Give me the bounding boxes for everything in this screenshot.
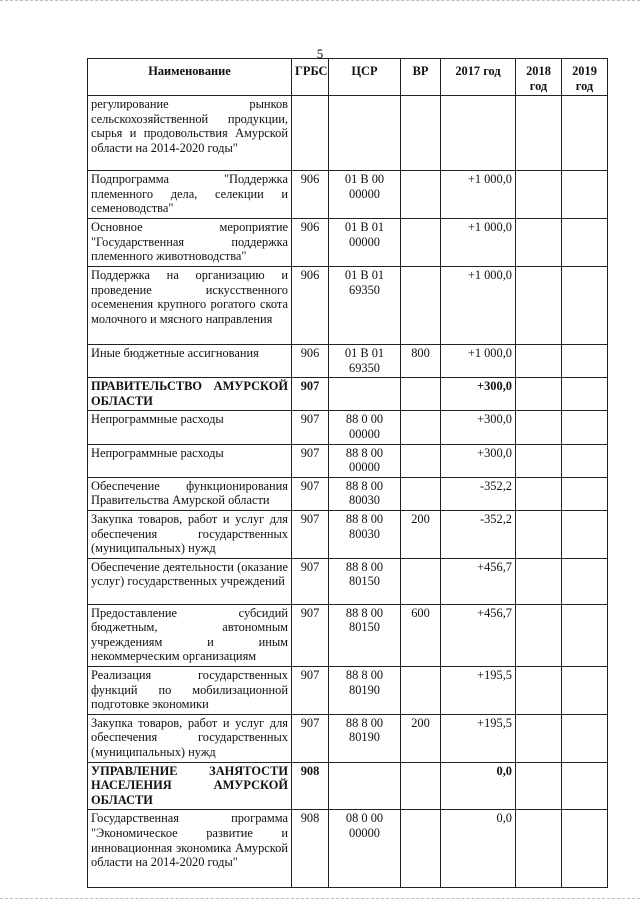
row-grbs: 907: [292, 604, 329, 666]
table-row: [88, 477, 608, 510]
row-amount-2017: -352,2: [441, 477, 516, 510]
row-name: Подпрограмма "Поддержка племенного дела, селекции и семеноводства": [88, 171, 292, 219]
row-amount-2018: [516, 96, 562, 171]
header-2018: 2018 год: [516, 59, 562, 96]
row-name: Непрограммные расходы: [88, 444, 292, 477]
row-csr: [329, 96, 401, 171]
row-vr: [401, 762, 441, 810]
row-vr: 200: [401, 714, 441, 762]
row-amount-2017: +456,7: [441, 558, 516, 604]
row-amount-2018: [516, 378, 562, 411]
row-vr: 600: [401, 604, 441, 666]
row-name: Поддержка на организацию и проведение искусственного осеменения крупного рогатого скота молочного и мясного направления: [88, 266, 292, 344]
row-amount-2019: [562, 171, 608, 219]
table-row: [88, 219, 608, 267]
row-amount-2017: [441, 96, 516, 171]
row-grbs: [292, 96, 329, 171]
row-amount-2017: +1 000,0: [441, 344, 516, 377]
row-grbs: 906: [292, 171, 329, 219]
row-grbs: 907: [292, 558, 329, 604]
header-name: Наименование: [88, 59, 292, 96]
row-vr: [401, 266, 441, 344]
row-vr: 800: [401, 344, 441, 377]
row-csr: 01 В 01 00000: [329, 219, 401, 267]
row-vr: [401, 477, 441, 510]
row-amount-2019: [562, 667, 608, 715]
header-vr: ВР: [401, 59, 441, 96]
row-grbs: 907: [292, 477, 329, 510]
row-amount-2019: [562, 344, 608, 377]
row-grbs: 907: [292, 510, 329, 558]
row-amount-2017: +300,0: [441, 378, 516, 411]
row-grbs: 907: [292, 714, 329, 762]
row-amount-2019: [562, 266, 608, 344]
row-name: Обеспечение функционирования Правительства Амурской области: [88, 477, 292, 510]
row-vr: 200: [401, 510, 441, 558]
row-vr: [401, 667, 441, 715]
row-name: регулирование рынков сельскохозяйственной продукции, сырья и продовольствия Амурской области на 2014-2020 годы": [88, 96, 292, 171]
row-amount-2017: +1 000,0: [441, 219, 516, 267]
table-header-row: [88, 59, 608, 96]
row-amount-2017: +195,5: [441, 667, 516, 715]
row-amount-2019: [562, 444, 608, 477]
row-amount-2017: +195,5: [441, 714, 516, 762]
row-csr: 88 8 00 80030: [329, 477, 401, 510]
row-amount-2017: +300,0: [441, 411, 516, 444]
row-amount-2018: [516, 510, 562, 558]
row-amount-2018: [516, 444, 562, 477]
row-grbs: 906: [292, 266, 329, 344]
row-csr: 88 8 00 00000: [329, 444, 401, 477]
row-amount-2017: 0,0: [441, 810, 516, 888]
row-amount-2018: [516, 558, 562, 604]
row-name: Непрограммные расходы: [88, 411, 292, 444]
row-csr: [329, 762, 401, 810]
row-grbs: 907: [292, 411, 329, 444]
row-amount-2019: [562, 411, 608, 444]
row-name: Закупка товаров, работ и услуг для обеспечения государственных (муниципальных) нужд: [88, 510, 292, 558]
row-vr: [401, 411, 441, 444]
row-amount-2019: [562, 378, 608, 411]
row-vr: [401, 96, 441, 171]
row-amount-2017: 0,0: [441, 762, 516, 810]
row-amount-2019: [562, 762, 608, 810]
row-csr: 01 В 01 69350: [329, 344, 401, 377]
row-amount-2018: [516, 344, 562, 377]
row-csr: [329, 378, 401, 411]
row-amount-2019: [562, 558, 608, 604]
row-grbs: 908: [292, 810, 329, 888]
row-name: Реализация государственных функций по мобилизационной подготовке экономики: [88, 667, 292, 715]
table-body: [88, 96, 608, 888]
row-csr: 88 8 00 80030: [329, 510, 401, 558]
page-number: 5: [316, 46, 324, 61]
row-vr: [401, 558, 441, 604]
row-amount-2018: [516, 667, 562, 715]
row-amount-2018: [516, 477, 562, 510]
table-row: [88, 266, 608, 344]
row-vr: [401, 219, 441, 267]
row-vr: [401, 810, 441, 888]
table-row: [88, 411, 608, 444]
row-vr: [401, 378, 441, 411]
row-amount-2018: [516, 411, 562, 444]
row-name: Обеспечение деятельности (оказание услуг) государственных учреждений: [88, 558, 292, 604]
table-row: [88, 344, 608, 377]
row-amount-2017: +456,7: [441, 604, 516, 666]
row-csr: 88 8 00 80150: [329, 604, 401, 666]
table-row: [88, 444, 608, 477]
row-amount-2018: [516, 219, 562, 267]
table-row: [88, 604, 608, 666]
row-name: Государственная программа "Экономическое развитие и инновационная экономика Амурской области на 2014-2020 годы": [88, 810, 292, 888]
row-amount-2019: [562, 714, 608, 762]
row-amount-2018: [516, 171, 562, 219]
row-amount-2018: [516, 266, 562, 344]
row-amount-2019: [562, 604, 608, 666]
row-amount-2018: [516, 604, 562, 666]
table-row: [88, 171, 608, 219]
row-amount-2019: [562, 96, 608, 171]
row-vr: [401, 171, 441, 219]
row-csr: 88 0 00 00000: [329, 411, 401, 444]
table-row: [88, 96, 608, 171]
row-grbs: 907: [292, 378, 329, 411]
row-csr: 01 В 01 69350: [329, 266, 401, 344]
scan-edge-top: [0, 0, 640, 3]
row-name: ПРАВИТЕЛЬСТВО АМУРСКОЙ ОБЛАСТИ: [88, 378, 292, 411]
row-csr: 88 8 00 80190: [329, 667, 401, 715]
table-row: [88, 714, 608, 762]
table-row: [88, 762, 608, 810]
table-row: [88, 558, 608, 604]
row-csr: 01 В 00 00000: [329, 171, 401, 219]
row-amount-2018: [516, 714, 562, 762]
row-csr: 88 8 00 80190: [329, 714, 401, 762]
table-row: [88, 378, 608, 411]
row-amount-2018: [516, 762, 562, 810]
row-name: Основное мероприятие "Государственная поддержка племенного животноводства": [88, 219, 292, 267]
row-grbs: 906: [292, 344, 329, 377]
header-grbs: ГРБС: [292, 59, 329, 96]
table-row: [88, 810, 608, 888]
row-amount-2017: +300,0: [441, 444, 516, 477]
row-grbs: 907: [292, 444, 329, 477]
row-grbs: 906: [292, 219, 329, 267]
row-amount-2019: [562, 810, 608, 888]
budget-table: [87, 58, 608, 888]
row-amount-2019: [562, 510, 608, 558]
header-csr: ЦСР: [329, 59, 401, 96]
row-amount-2017: +1 000,0: [441, 171, 516, 219]
row-amount-2018: [516, 810, 562, 888]
row-name: УПРАВЛЕНИЕ ЗАНЯТОСТИ НАСЕЛЕНИЯ АМУРСКОЙ ОБЛАСТИ: [88, 762, 292, 810]
table-row: [88, 510, 608, 558]
row-amount-2019: [562, 477, 608, 510]
row-name: Предоставление субсидий бюджетным, автономным учреждениям и иным некоммерческим организациям: [88, 604, 292, 666]
header-2019: 2019 год: [562, 59, 608, 96]
row-amount-2017: -352,2: [441, 510, 516, 558]
row-name: Иные бюджетные ассигнования: [88, 344, 292, 377]
table-row: [88, 667, 608, 715]
row-name: Закупка товаров, работ и услуг для обеспечения государственных (муниципальных) нужд: [88, 714, 292, 762]
scan-edge-bottom: [0, 898, 640, 901]
row-grbs: 908: [292, 762, 329, 810]
header-2017: 2017 год: [441, 59, 516, 96]
row-grbs: 907: [292, 667, 329, 715]
row-amount-2019: [562, 219, 608, 267]
row-amount-2017: +1 000,0: [441, 266, 516, 344]
row-csr: 08 0 00 00000: [329, 810, 401, 888]
row-csr: 88 8 00 80150: [329, 558, 401, 604]
row-vr: [401, 444, 441, 477]
